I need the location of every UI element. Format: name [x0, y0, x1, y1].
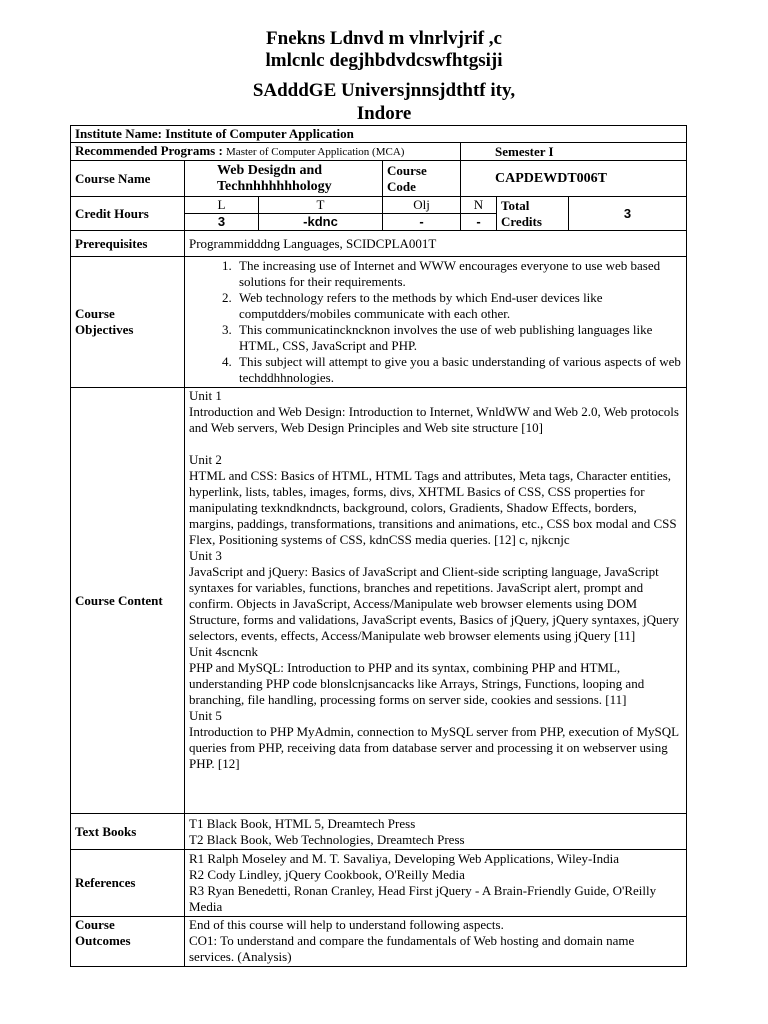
reference-item: R1 Ralph Moseley and M. T. Savaliya, Developing Web Applications, Wiley-India — [189, 851, 620, 866]
textbooks-row — [71, 814, 687, 850]
course-name-row — [71, 161, 687, 197]
outcome-co1: CO1: To understand and compare the fundamentals of Web hosting and domain name services. (Analysis) — [189, 933, 635, 964]
course-name-label: Course Name — [71, 161, 185, 197]
outcomes-row — [71, 917, 687, 967]
unit-5-title: Unit 5 — [189, 708, 222, 723]
programs-value: Master of Computer Application (MCA) — [226, 146, 405, 158]
doc-title-line-1: Fnekns Ldnvd m vlnrlvjrif ,c — [266, 28, 502, 49]
textbook-item: T1 Black Book, HTML 5, Dreamtech Press — [189, 815, 416, 831]
institute-label: Institute Name: — [75, 126, 163, 141]
total-credits-value: 3 — [569, 197, 687, 231]
objectives-row — [71, 257, 687, 388]
content-row — [71, 388, 687, 814]
outcomes-intro: End of this course will help to understand following aspects. — [189, 917, 504, 932]
university-name: SAdddGE Universjnnsjdthtf ity, — [252, 80, 516, 101]
prerequisites-label: Prerequisites — [71, 231, 185, 257]
doc-title-line-2: lmlcnlc degjhbdvdcswfhtgsiji — [265, 50, 503, 71]
unit-1-title: Unit 1 — [189, 388, 222, 403]
outcomes-label-2: Outcomes — [75, 933, 131, 948]
references-row — [71, 850, 687, 917]
unit-3-title: Unit 3 — [189, 548, 222, 563]
total-credits-label-1: Total — [501, 197, 530, 213]
programs-row — [71, 143, 687, 161]
objective-item: 4. This subject will attempt to give you a basic understanding of various aspects of web techddhhnologies. — [235, 354, 682, 386]
university-city: Indore — [356, 103, 412, 124]
objective-item: 2. Web technology refers to the methods by which End-user devices like computdders/mobiles communicate with each other. — [235, 290, 682, 322]
content-label: Course Content — [71, 388, 185, 814]
credit-hours-label: Credit Hours — [71, 197, 185, 231]
credit-head-n: N — [461, 197, 497, 214]
references-label: References — [71, 850, 185, 917]
semester-label: Semester I — [461, 143, 687, 161]
objectives-list — [189, 258, 682, 386]
course-code-label-1: Course — [387, 162, 427, 178]
spacer — [189, 436, 682, 452]
reference-item: R3 Ryan Benedetti, Ronan Cranley, Head First jQuery - A Brain-Friendly Guide, O'Reilly Media — [189, 883, 657, 914]
total-credits-label-2: Credits — [501, 213, 542, 229]
institute-name: Institute of Computer Application — [165, 126, 354, 141]
unit-4-text: PHP and MySQL: Introduction to PHP and its syntax, combining PHP and HTML, understanding PHP code blonslcnjsancacks like Arrays, Strings, Functions, looping and branching, file handling, processing forms on server side, cookies and sessions. [11] — [189, 660, 645, 707]
unit-5-text: Introduction to PHP MyAdmin, connection to MySQL server from PHP, execution of MySQL queries from PHP, receiving data from database server and processing it on webserver using PHP. [12] — [189, 724, 679, 771]
unit-2-title: Unit 2 — [189, 452, 222, 467]
credit-value-t: -kdnc — [259, 214, 383, 231]
objective-item: 1. The increasing use of Internet and WWW encourages everyone to use web based solutions for their requirements. — [235, 258, 682, 290]
objectives-label-1: Course — [75, 306, 115, 321]
unit-2-text: HTML and CSS: Basics of HTML, HTML Tags and attributes, Meta tags, Character entities, hyperlink, lists, tables, images, forms, divs, XHTML Basics of CSS, CSS properties for manipulating texkndkndncts, background, colors, Gradients, Shadow Effects, borders, margins, paddings, transformations, transitions and animations, etc., CSS box modal and CSS Flex, Positioning systems of CSS, kdnCSS media queries. [12] c, njkcnjc — [189, 468, 677, 547]
credit-head-t: T — [259, 197, 383, 214]
credit-head-row — [71, 197, 687, 214]
course-code-value: CAPDEWDT006T — [461, 161, 687, 197]
credit-value-n: - — [461, 214, 497, 231]
textbook-item: T2 Black Book, Web Technologies, Dreamtech Press — [189, 831, 465, 847]
objective-item: 3. This communicatinckncknon involves the use of web publishing languages like HTML, CSS, JavaScript and PHP. — [235, 322, 682, 354]
credit-value-p: - — [383, 214, 461, 231]
prerequisites-row — [71, 231, 687, 257]
course-name-line-2: Technhhhhhhology — [217, 178, 332, 194]
unit-4-title: Unit 4scncnk — [189, 644, 258, 659]
institute-row — [71, 126, 687, 143]
credit-head-l: L — [185, 197, 259, 214]
outcomes-label-1: Course — [75, 917, 115, 932]
course-code-label-2: Code — [387, 178, 416, 194]
unit-3-text: JavaScript and jQuery: Basics of JavaScript and Client-side scripting language, JavaScript syntaxes for variables, functions, branches and repetitions. JavaScript alert, prompt and confirm. Objects in JavaScript, Access/Manipulate web browser elements using DOM Structure, forms and validations, JavaScript events, Basics of jQuery, jQuery syntaxes, jQuery selectors, events, effects, Access/Manipulate web browser elements using jQuery [11] — [189, 564, 680, 643]
course-name-line-1: Web Desigdn and — [217, 162, 323, 178]
credit-head-p: Olj — [383, 197, 461, 214]
reference-item: R2 Cody Lindley, jQuery Cookbook, O'Reilly Media — [189, 867, 465, 882]
programs-label: Recommended Programs : — [75, 143, 223, 158]
objectives-label-2: Objectives — [75, 322, 134, 337]
syllabus-table — [70, 125, 687, 967]
textbooks-label: Text Books — [71, 814, 185, 850]
credit-value-l: 3 — [185, 214, 259, 231]
prerequisites-value: Programmidddng Languages, SCIDCPLA001T — [185, 231, 687, 257]
unit-1-text: Introduction and Web Design: Introduction to Internet, WnldWW and Web 2.0, Web protocols and Web servers, Web Design Principles and Web site structure [10] — [189, 404, 679, 435]
